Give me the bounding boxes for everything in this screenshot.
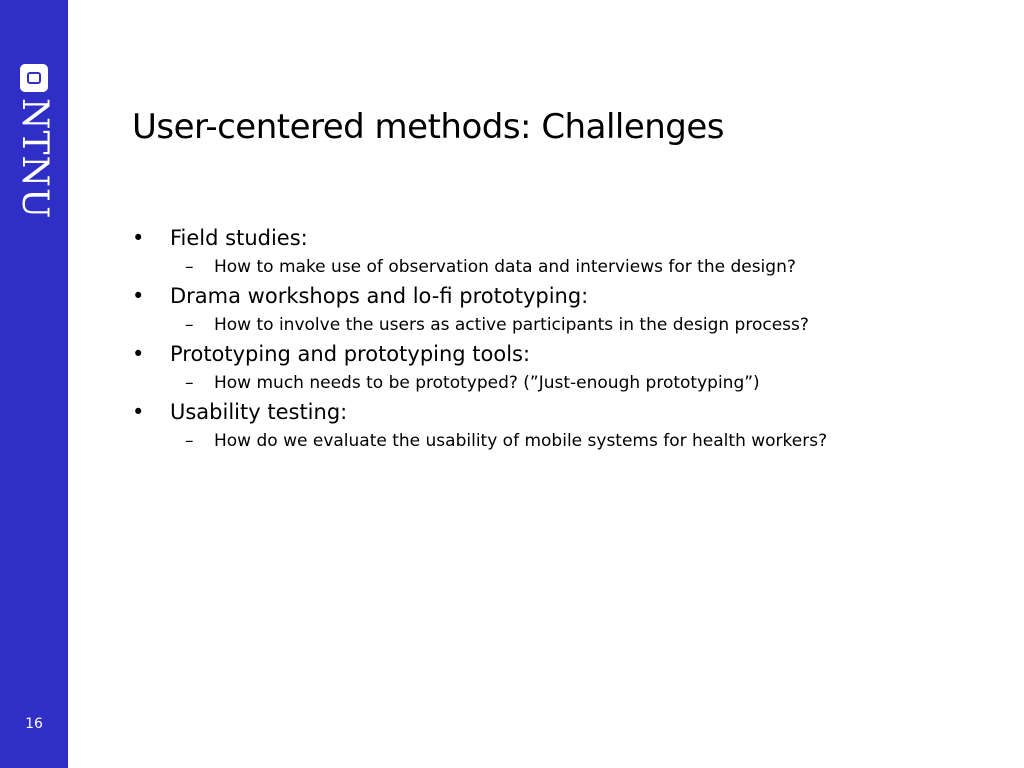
bullet-list (130, 223, 990, 455)
bullet-dot-icon: • (132, 284, 145, 308)
bullet-text: Field studies: (170, 226, 308, 250)
sidebar (0, 0, 68, 768)
bullet-item (130, 339, 990, 369)
sub-bullet-item (130, 311, 990, 339)
bullet-text: Prototyping and prototyping tools: (170, 342, 531, 366)
bullet-dot-icon: • (132, 342, 145, 366)
slide-title: User-centered methods: Challenges (132, 107, 725, 147)
sub-bullet-text: How to involve the users as active participants in the design process? (214, 315, 809, 335)
dash-icon: – (185, 431, 194, 451)
bullet-item (130, 223, 990, 253)
sub-bullet-item (130, 427, 990, 455)
bullet-item (130, 397, 990, 427)
sub-bullet-item (130, 369, 990, 397)
ntnu-logo-icon (20, 64, 48, 92)
bullet-item (130, 281, 990, 311)
sub-bullet-text: How much needs to be prototyped? (”Just-enough prototyping”) (214, 373, 760, 393)
page-number: 16 (25, 716, 43, 732)
bullet-text: Usability testing: (170, 400, 348, 424)
logo-wordmark: NTNU (14, 98, 55, 220)
sub-bullet-text: How do we evaluate the usability of mobile systems for health workers? (214, 431, 828, 451)
bullet-text: Drama workshops and lo-fi prototyping: (170, 284, 589, 308)
dash-icon: – (185, 373, 194, 393)
dash-icon: – (185, 257, 194, 277)
dash-icon: – (185, 315, 194, 335)
bullet-dot-icon: • (132, 226, 145, 250)
bullet-dot-icon: • (132, 400, 145, 424)
sub-bullet-text: How to make use of observation data and interviews for the design? (214, 257, 796, 277)
sub-bullet-item (130, 253, 990, 281)
